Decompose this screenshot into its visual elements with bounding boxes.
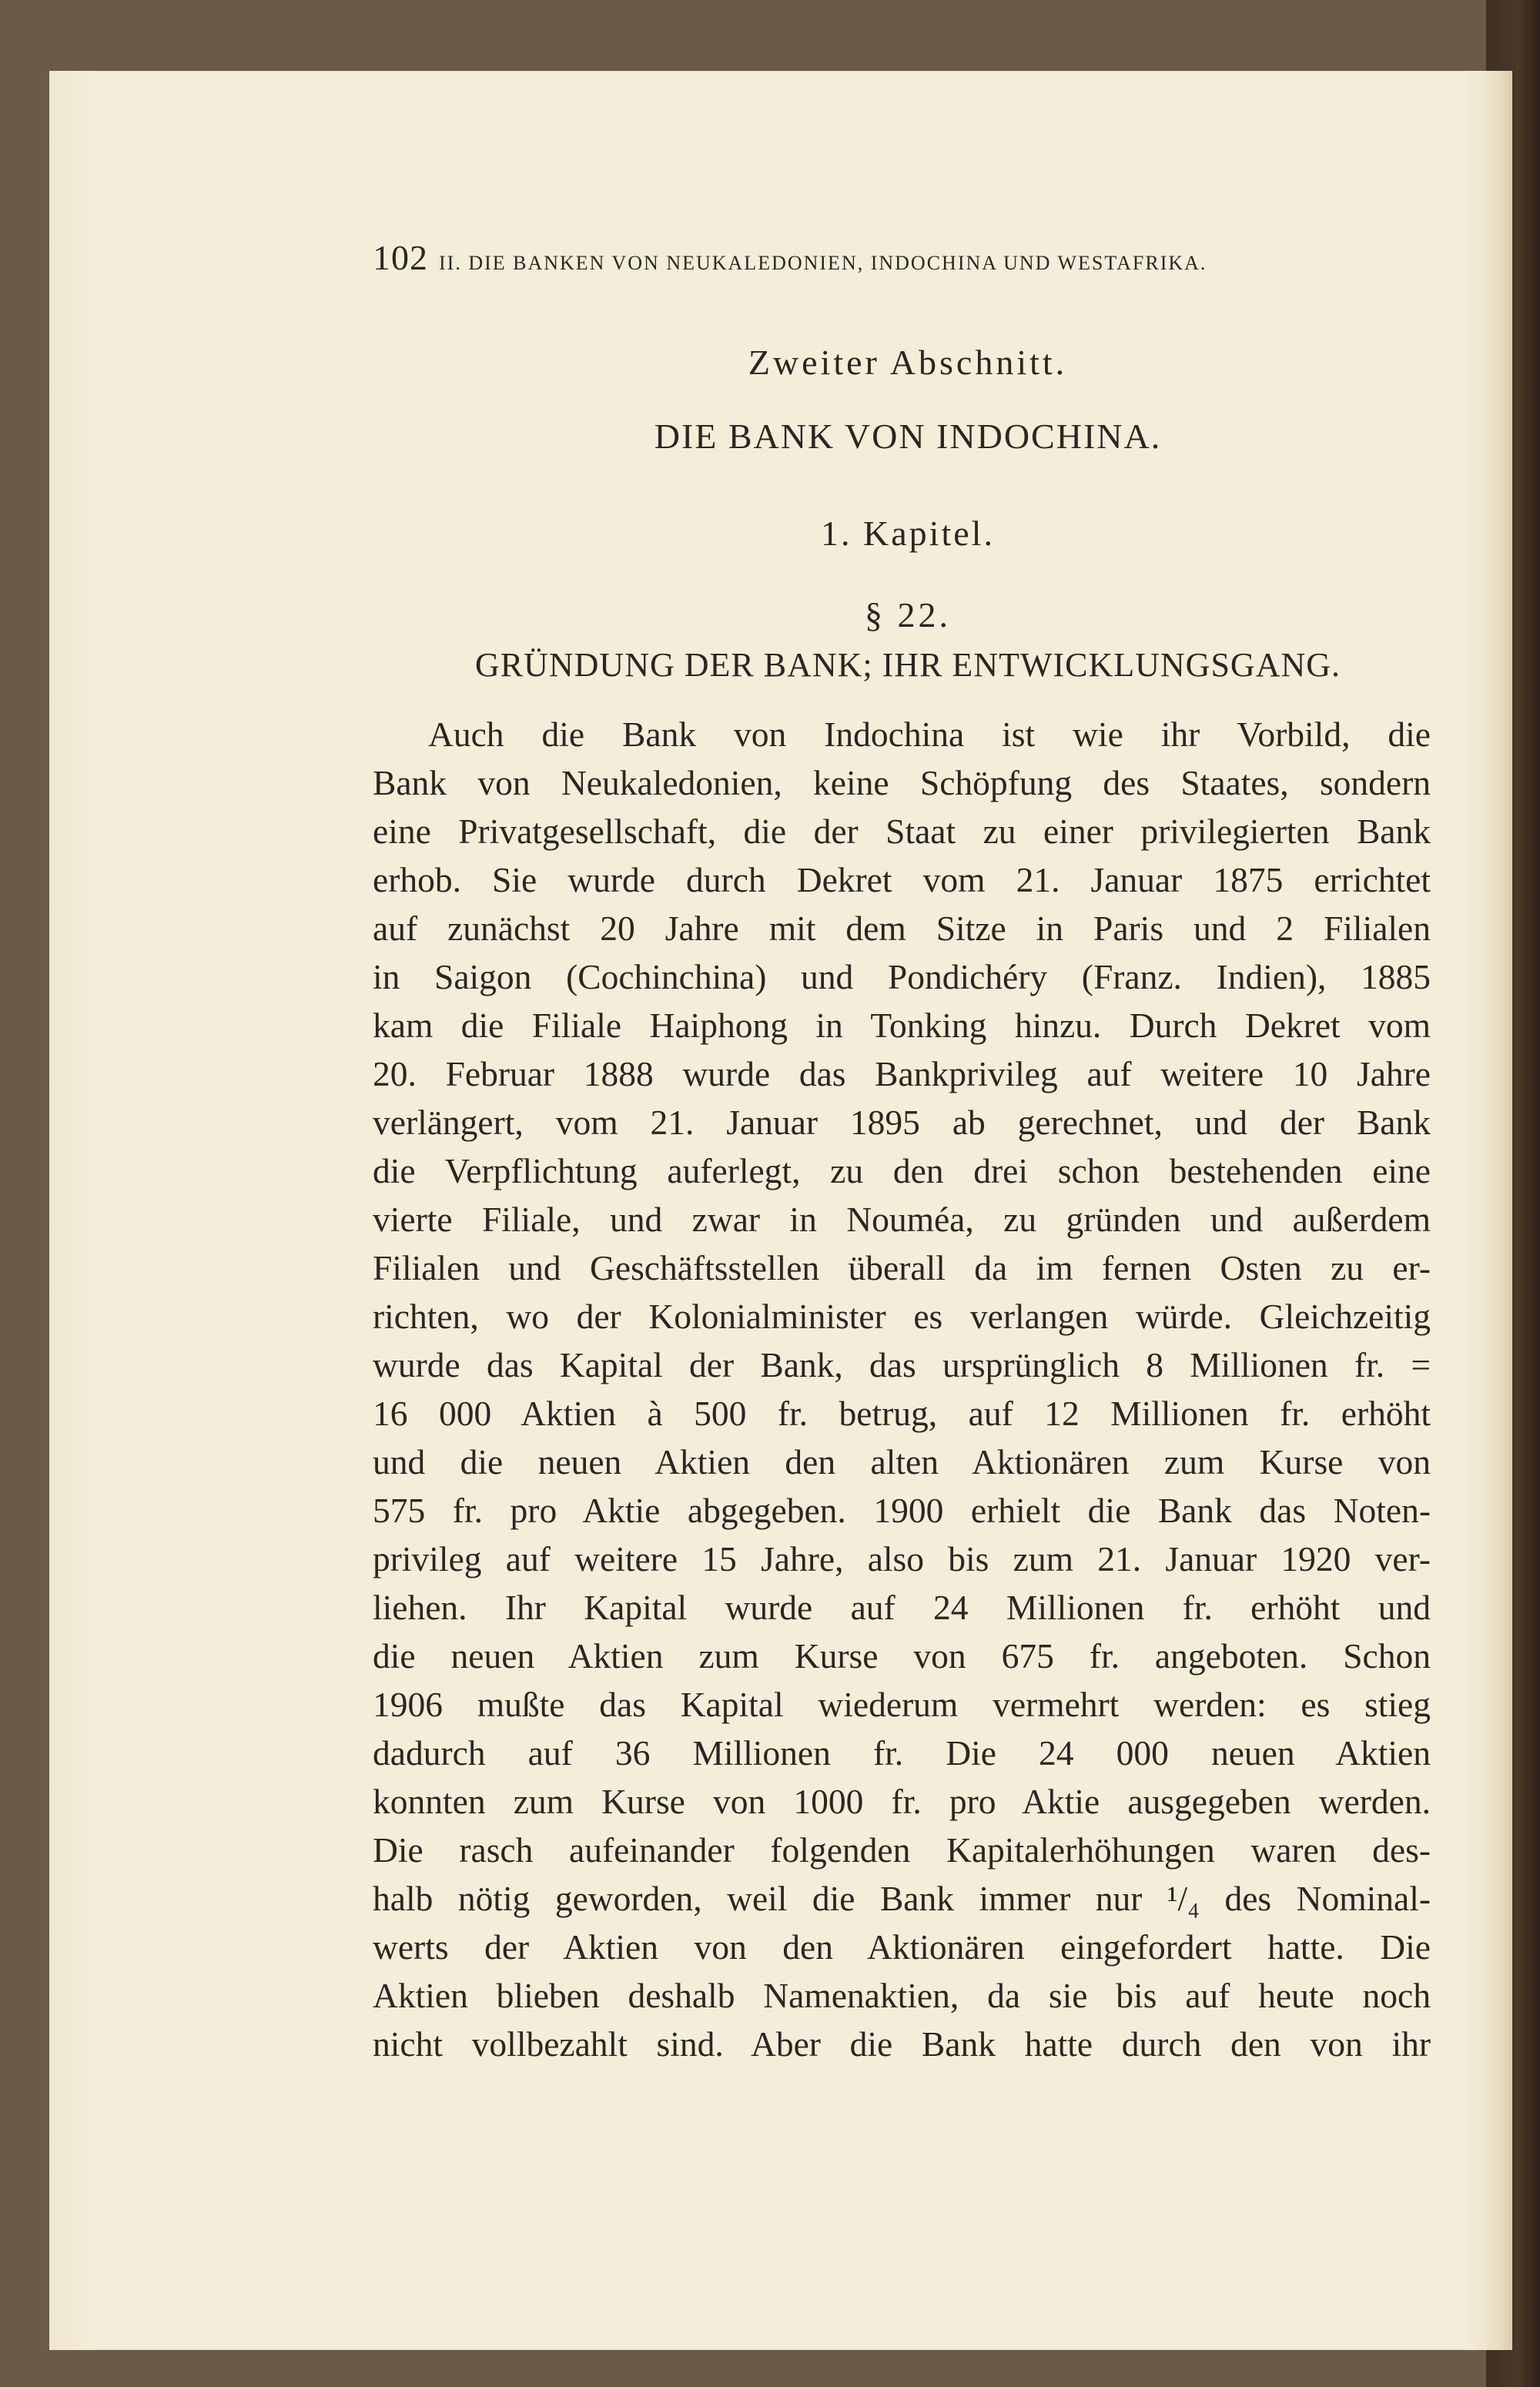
text-line: verlängert, vom 21. Januar 1895 ab gerechnet, und der Bank — [373, 1103, 1431, 1142]
page-number: 102 — [373, 238, 428, 277]
section-heading: Zweiter Abschnitt. — [748, 343, 1068, 382]
text-line: 16 000 Aktien à 500 fr. betrug, auf 12 Millionen fr. erhöht — [373, 1394, 1431, 1433]
text-line: vierte Filiale, und zwar in Nouméa, zu gründen und außerdem — [373, 1200, 1431, 1239]
text-line: 20. Februar 1888 wurde das Bankprivileg auf weitere 10 Jahre — [373, 1054, 1431, 1093]
text-line: die neuen Aktien zum Kurse von 675 fr. angeboten. Schon — [373, 1636, 1431, 1676]
text-line: halb nötig geworden, weil die Bank immer nur ¹/₄ des Nominal- — [373, 1879, 1431, 1918]
text-line: nicht vollbezahlt sind. Aber die Bank hatte durch den von ihr — [373, 2024, 1431, 2064]
body-text — [373, 710, 1431, 2068]
text-line: dadurch auf 36 Millionen fr. Die 24 000 neuen Aktien — [373, 1733, 1431, 1773]
text-line: richten, wo der Kolonialminister es verlangen würde. Gleichzeitig — [373, 1297, 1431, 1336]
running-header — [373, 237, 1443, 283]
running-title: II. DIE BANKEN VON NEUKALEDONIEN, INDOCHINA UND WESTAFRIKA. — [439, 252, 1207, 274]
text-line: und die neuen Aktien den alten Aktionären zum Kurse von — [373, 1442, 1431, 1481]
text-line: eine Privatgesellschaft, die der Staat zu einer privilegierten Bank — [373, 812, 1431, 851]
text-line: kam die Filiale Haiphong in Tonking hinzu. Durch Dekret vom — [373, 1006, 1431, 1045]
page-gutter — [49, 71, 95, 2350]
text-line: Bank von Neukaledonien, keine Schöpfung des Staates, sondern — [373, 763, 1431, 802]
bank-title: DIE BANK VON INDOCHINA. — [654, 417, 1162, 456]
text-line: Aktien blieben deshalb Namenaktien, da sie bis auf heute noch — [373, 1976, 1431, 2015]
paragraph-number: § 22. — [865, 595, 951, 634]
text-line: liehen. Ihr Kapital wurde auf 24 Millionen fr. erhöht und — [373, 1588, 1431, 1627]
text-line: werts der Aktien von den Aktionären eingefordert hatte. Die — [373, 1927, 1431, 1967]
text-line: Die rasch aufeinander folgenden Kapitalerhöhungen waren des- — [373, 1830, 1431, 1870]
chapter-heading: 1. Kapitel. — [821, 514, 995, 553]
paragraph-title: GRÜNDUNG DER BANK; IHR ENTWICKLUNGSGANG. — [474, 646, 1341, 684]
text-line: die Verpflichtung auferlegt, zu den drei schon bestehenden eine — [373, 1151, 1431, 1190]
text-line: Auch die Bank von Indochina ist wie ihr Vorbild, die — [428, 715, 1431, 754]
text-line: wurde das Kapital der Bank, das ursprünglich 8 Millionen fr. = — [373, 1345, 1431, 1384]
text-line: konnten zum Kurse von 1000 fr. pro Aktie ausgegeben werden. — [373, 1782, 1431, 1821]
text-line: auf zunächst 20 Jahre mit dem Sitze in Paris und 2 Filialen — [373, 909, 1431, 948]
text-line: privileg auf weitere 15 Jahre, also bis zum 21. Januar 1920 ver- — [373, 1539, 1431, 1578]
text-line: 1906 mußte das Kapital wiederum vermehrt werden: es stieg — [373, 1685, 1431, 1724]
text-line: in Saigon (Cochinchina) und Pondichéry (Franz. Indien), 1885 — [373, 957, 1431, 996]
page-fore-edge — [1467, 71, 1512, 2350]
text-line: 575 fr. pro Aktie abgegeben. 1900 erhielt die Bank das Noten- — [373, 1491, 1431, 1530]
text-line: Filialen und Geschäftsstellen überall da im fernen Osten zu er- — [373, 1248, 1431, 1287]
text-line: erhob. Sie wurde durch Dekret vom 21. Januar 1875 errichtet — [373, 860, 1431, 899]
